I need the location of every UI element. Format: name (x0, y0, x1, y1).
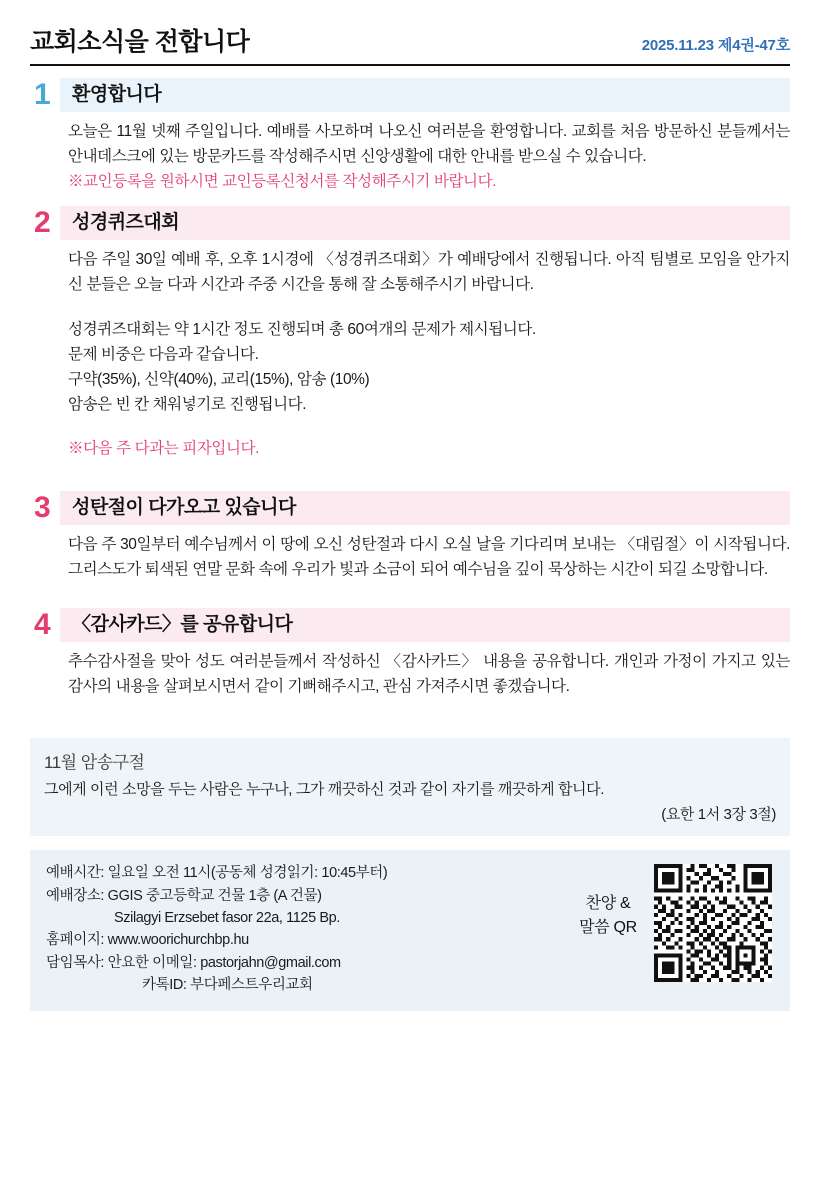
qr-code-icon[interactable] (654, 864, 772, 982)
page-header (30, 22, 790, 66)
paragraph-spacer (68, 417, 790, 436)
section-body (68, 532, 790, 582)
section-welcome (30, 78, 790, 194)
memory-verse-block (30, 738, 790, 837)
paragraph: 구약(35%), 신약(40%), 교리(15%), 암송 (10%) (68, 370, 370, 388)
section-number: 2 (34, 206, 51, 240)
footer-info-block (30, 850, 790, 1011)
qr-caption-line1: 찬양 & (585, 895, 631, 913)
pastor-contact: 담임목사: 안요한 이메일: pastorjahn@gmail.com (46, 954, 341, 971)
section-header (30, 491, 790, 525)
church-contact-info (46, 862, 562, 997)
section-bible-quiz (30, 206, 790, 461)
issue-label: 2025.11.23 제4권-47호 (641, 37, 790, 54)
section-header (30, 608, 790, 642)
section-number: 1 (34, 78, 51, 111)
section-note: ※교인등록을 원하시면 교인등록신청서를 작성해주시기 바랍니다. (68, 173, 497, 191)
section-body (68, 247, 790, 461)
section-header (30, 78, 790, 112)
section-title: 환영합니다 (60, 78, 790, 112)
paragraph: 다음 주일 30일 예배 후, 오후 1시경에 〈성경퀴즈대회〉가 예배당에서 진행됩니다. 아직 팀별로 모임을 안가지신 분들은 오늘 다과 시간과 주중 시간을 통해 잘 소통해주시기 바랍니다. (68, 251, 790, 294)
qr-caption-line2: 말씀 QR (579, 919, 637, 937)
section-note: ※다음 주 다과는 피자입니다. (68, 439, 260, 457)
section-body (68, 649, 790, 699)
service-address: Szilagyi Erzsebet fasor 22a, 1125 Bp. (114, 909, 340, 926)
homepage: 홈페이지: www.woorichurchbp.hu (46, 932, 249, 949)
section-title: 성탄절이 다가오고 있습니다 (60, 491, 790, 525)
paragraph: 문제 비중은 다음과 같습니다. (68, 345, 259, 363)
paragraph: 추수감사절을 맞아 성도 여러분들께서 작성하신 〈감사카드〉 내용을 공유합니다. 개인과 가정이 가지고 있는 감사의 내용을 살펴보시면서 같이 기뻐해주시고, 관심 가져주시면 좋겠습니다. (68, 653, 790, 696)
page-title: 교회소식을 전합니다 (30, 28, 250, 56)
section-body (68, 119, 790, 194)
paragraph: 성경퀴즈대회는 약 1시간 정도 진행되며 총 60여개의 문제가 제시됩니다. (68, 320, 536, 338)
memory-verse-text: 그에게 이런 소망을 두는 사람은 누구나, 그가 깨끗하신 것과 같이 자기를 깨끗하게 합니다. (44, 780, 604, 798)
section-number: 4 (34, 608, 51, 642)
section-thanks-card (30, 608, 790, 699)
memory-verse-title: 11월 암송구절 (44, 752, 145, 772)
memory-verse-reference: (요한 1서 3장 3절) (661, 806, 776, 824)
section-title: 성경퀴즈대회 (60, 206, 790, 240)
paragraph: 오늘은 11월 넷째 주일입니다. 예배를 사모하며 나오신 여러분을 환영합니다. 교회를 처음 방문하신 분들께서는 안내데스크에 있는 방문카드를 작성해주시면 신앙생활에 대한 안내를 받으실 수 있습니다. (68, 123, 790, 166)
paragraph: 다음 주 30일부터 예수님께서 이 땅에 오신 성탄절과 다시 오실 날을 기다리며 보내는 〈대림절〉이 시작됩니다. 그리스도가 퇴색된 연말 문화 속에 우리가 빛과 소금이 되어 예수님을 깊이 묵상하는 시간이 되길 소망합니다. (68, 536, 790, 579)
qr-caption (562, 862, 654, 940)
section-header (30, 206, 790, 240)
section-title: 〈감사카드〉를 공유합니다 (60, 608, 790, 642)
paragraph-spacer (68, 298, 790, 317)
section-number: 3 (34, 491, 51, 525)
service-time: 예배시간: 일요일 오전 11시(공동체 성경읽기: 10:45부터) (46, 865, 388, 882)
kakao-id: 카톡ID: 부다페스트우리교회 (142, 977, 313, 994)
service-place: 예배장소: GGIS 중고등학교 건물 1층 (A 건물) (46, 887, 322, 904)
paragraph: 암송은 빈 칸 채워넣기로 진행됩니다. (68, 395, 307, 413)
section-christmas (30, 491, 790, 582)
qr-code-wrap (654, 862, 774, 982)
